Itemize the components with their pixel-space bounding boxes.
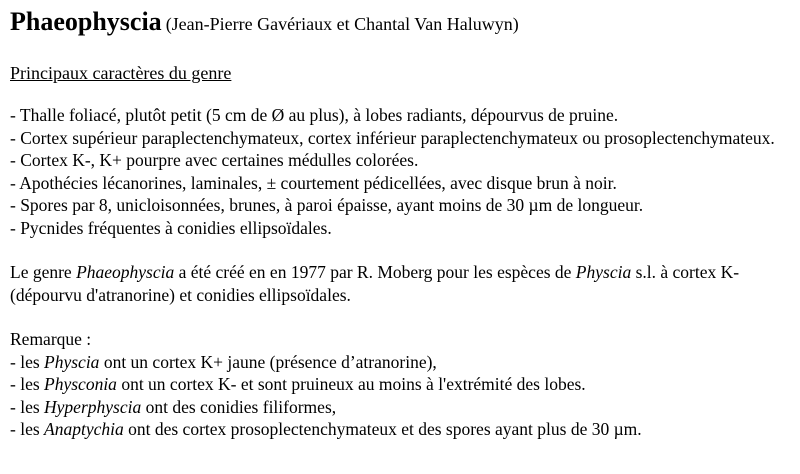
genus-title: Phaeophyscia [10, 7, 162, 36]
remark-text: ont un cortex K- et sont pruineux au moins à l'extrémité des lobes. [116, 374, 586, 394]
remark-text: ont des cortex prosoplectenchymateux et des spores ayant plus de 30 µm. [123, 419, 642, 439]
character-item: - Cortex supérieur paraplectenchymateux, cortex inférieur paraplectenchymateux ou prosoplectenchymateux. [10, 127, 775, 148]
section-heading: Principaux caractères du genre [10, 63, 232, 83]
remark-text: ont des conidies filiformes, [141, 396, 337, 417]
remark-text: ont un cortex K+ jaune (présence d’atranorine), [99, 351, 437, 372]
remark-genus: Physcia [44, 351, 100, 372]
intro-text: a été créé en en 1977 par R. Moberg pour les espèces de [174, 262, 576, 282]
remark-item [10, 396, 796, 419]
remark-title: Remarque : [10, 329, 92, 349]
document-page [10, 6, 796, 441]
character-item: - Thalle foliacé, plutôt petit (5 cm de Ø au plus), à lobes radiants, dépourvus de pruine. [10, 105, 619, 125]
remark-section [10, 328, 796, 441]
remark-item [10, 351, 796, 374]
intro-paragraph [10, 261, 796, 306]
intro-genus2-italic: Physcia [575, 262, 632, 282]
remark-prefix: - les [10, 374, 45, 394]
character-item: - Apothécies lécanorines, laminales, ± courtement pédicellées, avec disque brun à noir. [10, 172, 617, 193]
remark-item [10, 418, 796, 441]
remark-genus: Hyperphyscia [44, 396, 142, 417]
intro-text: Le genre [10, 262, 77, 282]
remark-prefix: - les [10, 396, 45, 417]
intro-text: s.l. à cortex K- (dépourvu d'atranorine) et conidies ellipsoïdales. [10, 262, 740, 305]
intro-genus-italic: Phaeophyscia [76, 262, 175, 282]
title-line [10, 6, 796, 42]
remark-genus: Physconia [44, 374, 117, 394]
remark-prefix: - les [10, 419, 45, 439]
remark-genus: Anaptychia [44, 419, 124, 439]
character-item: - Pycnides fréquentes à conidies ellipsoïdales. [10, 217, 332, 238]
character-item: - Spores par 8, unicloisonnées, brunes, à paroi épaisse, ayant moins de 30 µm de longueur. [10, 195, 644, 215]
remark-item [10, 373, 796, 396]
remark-prefix: - les [10, 351, 45, 372]
characters-list [10, 104, 796, 239]
character-item: - Cortex K-, K+ pourpre avec certaines médulles colorées. [10, 150, 419, 170]
authors-credit: (Jean-Pierre Gavériaux et Chantal Van Haluwyn) [165, 14, 519, 34]
